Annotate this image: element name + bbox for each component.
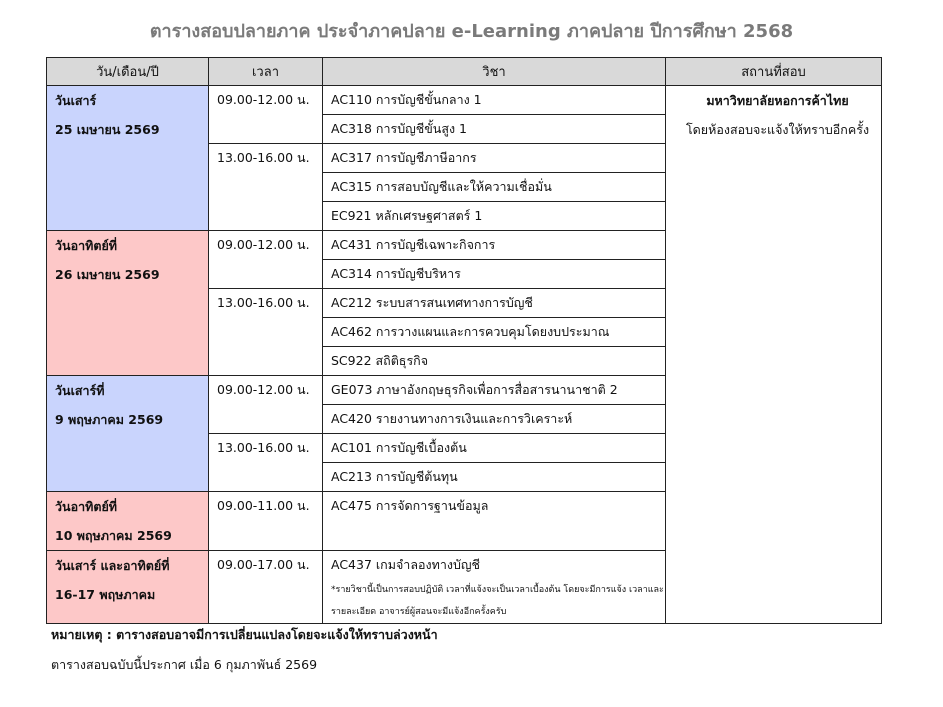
page-title: ตารางสอบปลายภาค ประจำภาคปลาย e-Learning ภาคปลาย ปีการศึกษา 2568: [149, 21, 794, 42]
subject-cell: AC315 การสอบบัญชีและให้ความเชื่อมั่น: [323, 173, 666, 202]
day-label: วันเสาร์ที่: [55, 383, 105, 398]
subject-cell: GE073 ภาษาอังกฤษธุรกิจเพื่อการสื่อสารนานาชาติ 2: [323, 376, 666, 405]
day-cell: [47, 231, 209, 376]
time-cell: 13.00-16.00 น.: [209, 434, 323, 492]
time-cell: 09.00-12.00 น.: [209, 231, 323, 289]
day-date: 16-17 พฤษภาคม: [55, 587, 156, 602]
subject-name: AC437 เกมจำลองทางบัญชี: [331, 557, 481, 572]
day-label: วันเสาร์: [55, 93, 97, 108]
subject-cell: AC314 การบัญชีบริหาร: [323, 260, 666, 289]
day-label: วันอาทิตย์ที่: [55, 238, 118, 253]
subject-cell: EC921 หลักเศรษฐศาสตร์ 1: [323, 202, 666, 231]
time-cell: 09.00-17.00 น.: [209, 551, 323, 624]
exam-schedule-table: [46, 57, 882, 624]
time-cell: 13.00-16.00 น.: [209, 289, 323, 376]
day-label: วันเสาร์ และอาทิตย์ที่: [55, 558, 170, 573]
day-date: 10 พฤษภาคม 2569: [55, 528, 172, 543]
subject-cell: AC317 การบัญชีภาษีอากร: [323, 144, 666, 173]
day-date: 26 เมษายน 2569: [55, 267, 160, 282]
place-cell: [666, 86, 882, 624]
subject-cell: AC420 รายงานทางการเงินและการวิเคราะห์: [323, 405, 666, 434]
remark-text: หมายเหตุ : ตารางสอบอาจมีการเปลี่ยนแปลงโดยจะแจ้งให้ทราบล่วงหน้า: [51, 627, 438, 642]
place-note: โดยห้องสอบจะแจ้งให้ทราบอีกครั้ง: [685, 122, 870, 137]
time-cell: 09.00-12.00 น.: [209, 376, 323, 434]
header-row: [47, 58, 882, 86]
table-row: [47, 86, 882, 115]
subject-cell: SC922 สถิติธุรกิจ: [323, 347, 666, 376]
day-date: 9 พฤษภาคม 2569: [55, 412, 164, 427]
subject-cell: AC101 การบัญชีเบื้องต้น: [323, 434, 666, 463]
announce-text: ตารางสอบฉบับนี้ประกาศ เมื่อ 6 กุมภาพันธ์ 2569: [51, 657, 318, 672]
time-cell: 13.00-16.00 น.: [209, 144, 323, 231]
header-place: สถานที่สอบ: [666, 58, 882, 86]
subject-cell: AC110 การบัญชีขั้นกลาง 1: [323, 86, 666, 115]
day-cell: [47, 86, 209, 231]
subject-cell: [323, 551, 666, 624]
day-label: วันอาทิตย์ที่: [55, 499, 118, 514]
subject-note: *รายวิชานี้เป็นการสอบปฏิบัติ เวลาที่แจ้งจะเป็นเวลาเบื้องต้น โดยจะมีการแจ้ง เวลาและรายละเอียด อาจารย์ผู้สอนจะมีแจ้งอีกครั้งครับ: [331, 585, 664, 617]
day-date: 25 เมษายน 2569: [55, 122, 160, 137]
subject-cell: AC318 การบัญชีขั้นสูง 1: [323, 115, 666, 144]
subject-cell: AC213 การบัญชีต้นทุน: [323, 463, 666, 492]
header-subject: วิชา: [323, 58, 666, 86]
time-cell: 09.00-11.00 น.: [209, 492, 323, 551]
subject-cell: AC462 การวางแผนและการควบคุมโดยงบประมาณ: [323, 318, 666, 347]
place-name: มหาวิทยาลัยหอการค้าไทย: [706, 93, 849, 108]
time-cell: 09.00-12.00 น.: [209, 86, 323, 144]
header-time: เวลา: [209, 58, 323, 86]
subject-cell: AC475 การจัดการฐานข้อมูล: [323, 492, 666, 551]
day-cell: [47, 551, 209, 624]
day-cell: [47, 492, 209, 551]
subject-cell: AC431 การบัญชีเฉพาะกิจการ: [323, 231, 666, 260]
header-date: วัน/เดือน/ปี: [47, 58, 209, 86]
subject-cell: AC212 ระบบสารสนเทศทางการบัญชี: [323, 289, 666, 318]
day-cell: [47, 376, 209, 492]
